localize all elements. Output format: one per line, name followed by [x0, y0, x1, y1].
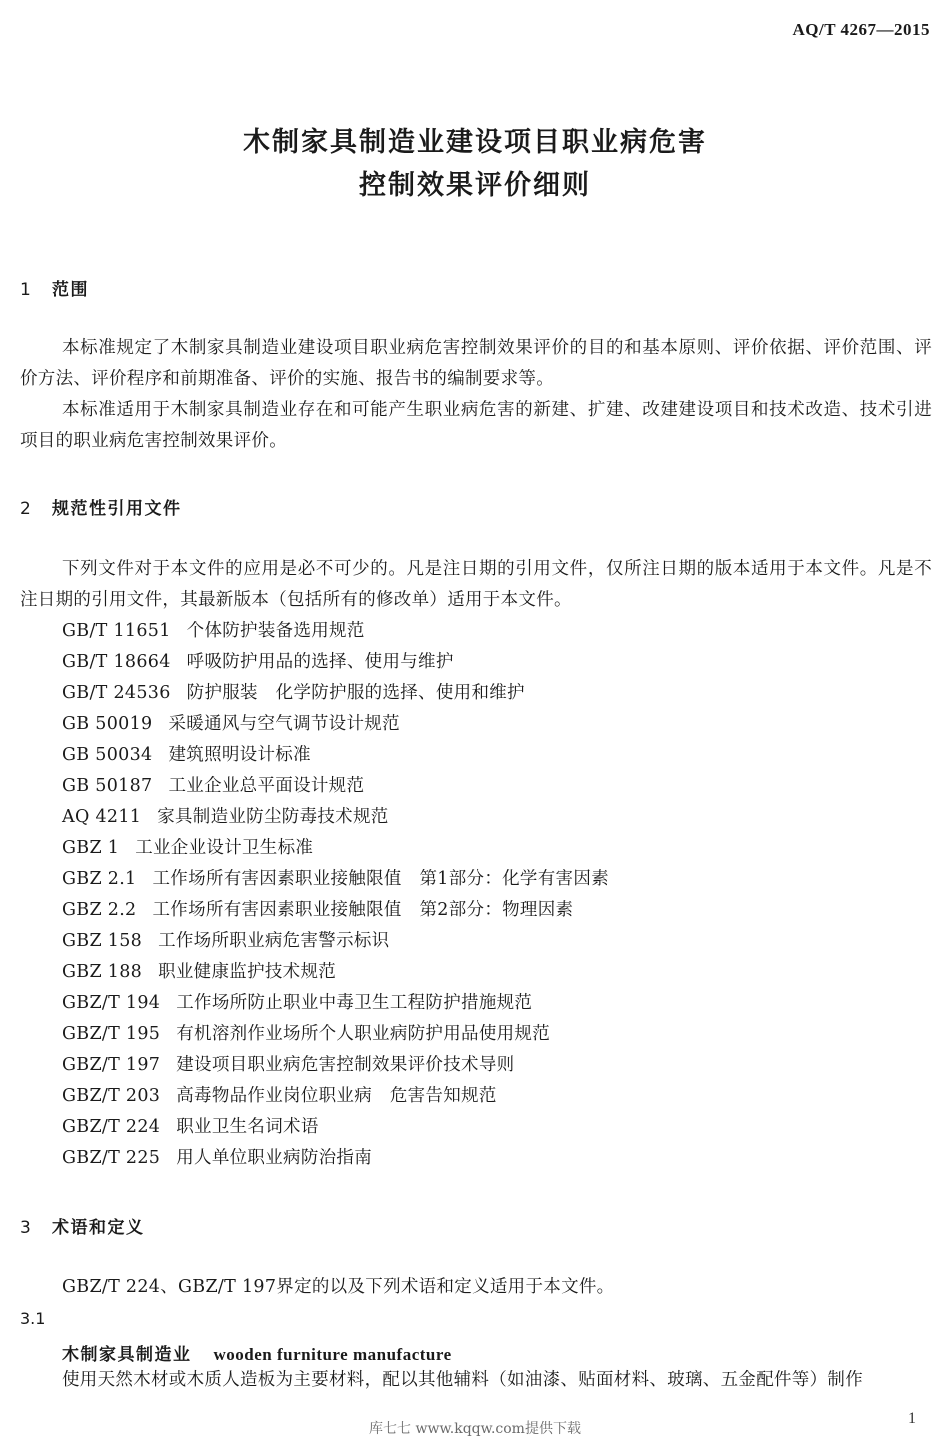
reference-name: 工业企业总平面设计规范	[168, 776, 365, 796]
reference-item	[62, 988, 609, 1019]
reference-item	[62, 678, 609, 709]
reference-item	[62, 740, 609, 771]
section-1-paragraph-1: 本标准规定了木制家具制造业建设项目职业病危害控制效果评价的目的和基本原则、评价依据、评价范围、评价方法、评价程序和前期准备、评价的实施、报告书的编制要求等。	[20, 338, 932, 389]
reference-name: 职业健康监护技术规范	[158, 962, 337, 982]
reference-code: GB/T 24536	[62, 683, 171, 703]
document-title-line2: 控制效果评价细则	[359, 170, 591, 201]
section-number: 1	[20, 280, 33, 300]
reference-item	[62, 1081, 609, 1112]
reference-code: GBZ 188	[62, 962, 143, 982]
reference-item	[62, 1143, 609, 1174]
section-title: 术语和定义	[52, 1218, 145, 1238]
section-1-paragraph-2: 本标准适用于木制家具制造业存在和可能产生职业病危害的新建、扩建、改建建设项目和技术改造、技术引进项目的职业病危害控制效果评价。	[20, 400, 932, 451]
page-number: 1	[908, 1410, 916, 1427]
reference-item	[62, 802, 609, 833]
section-1-heading	[20, 275, 89, 300]
section-3-intro: GBZ/T 224、GBZ/T 197界定的以及下列术语和定义适用于本文件。	[62, 1277, 615, 1297]
reference-item	[62, 864, 609, 895]
reference-item	[62, 709, 609, 740]
reference-name: 工作场所职业病危害警示标识	[158, 931, 390, 951]
term-definition: 使用天然木材或木质人造板为主要材料，配以其他辅料（如油漆、贴面材料、玻璃、五金配件等）制作	[62, 1370, 863, 1390]
reference-name: 呼吸防护用品的选择、使用与维护	[186, 652, 454, 672]
reference-name: 工作场所有害因素职业接触限值 第2部分：物理因素	[152, 900, 574, 920]
reference-item	[62, 647, 609, 678]
reference-item	[62, 926, 609, 957]
reference-code: GBZ 2.1	[62, 869, 137, 889]
reference-code: GB 50019	[62, 714, 153, 734]
footer-watermark: 库七七 www.kqqw.com提供下载	[369, 1421, 581, 1437]
reference-name: 工业企业设计卫生标准	[135, 838, 314, 858]
reference-item	[62, 1112, 609, 1143]
reference-code: GBZ/T 197	[62, 1055, 161, 1075]
reference-code: GBZ/T 224	[62, 1117, 161, 1137]
section-number: 3	[20, 1218, 33, 1238]
reference-item	[62, 833, 609, 864]
standard-code: AQ/T 4267—2015	[792, 20, 930, 39]
reference-name: 高毒物品作业岗位职业病 危害告知规范	[176, 1086, 497, 1106]
reference-name: 工作场所防止职业中毒卫生工程防护措施规范	[176, 993, 533, 1013]
section-title: 范围	[52, 280, 89, 300]
section-2-heading	[20, 494, 182, 519]
reference-code: GBZ 2.2	[62, 900, 137, 920]
reference-item	[62, 616, 609, 647]
reference-name: 建设项目职业病危害控制效果评价技术导则	[176, 1055, 515, 1075]
reference-code: GBZ/T 203	[62, 1086, 161, 1106]
reference-name: 有机溶剂作业场所个人职业病防护用品使用规范	[176, 1024, 551, 1044]
reference-name: 职业卫生名词术语	[176, 1117, 319, 1137]
section-number: 2	[20, 499, 33, 519]
term-english: wooden furniture manufacture	[213, 1345, 452, 1364]
reference-item	[62, 771, 609, 802]
reference-item	[62, 895, 609, 926]
subsection-number: 3.1	[20, 1309, 46, 1328]
reference-code: AQ 4211	[62, 807, 142, 827]
reference-item	[62, 1050, 609, 1081]
reference-code: GB/T 11651	[62, 621, 171, 641]
reference-name: 个体防护装备选用规范	[186, 621, 365, 641]
term-chinese: 木制家具制造业	[62, 1345, 192, 1365]
reference-code: GB 50187	[62, 776, 153, 796]
document-title-line1: 木制家具制造业建设项目职业病危害	[243, 127, 707, 158]
reference-code: GBZ/T 195	[62, 1024, 161, 1044]
reference-name: 家具制造业防尘防毒技术规范	[157, 807, 389, 827]
reference-name: 建筑照明设计标准	[168, 745, 311, 765]
section-2-intro: 下列文件对于本文件的应用是必不可少的。凡是注日期的引用文件，仅所注日期的版本适用于本文件。凡是不注日期的引用文件，其最新版本（包括所有的修改单）适用于本文件。	[20, 559, 932, 610]
reference-item	[62, 957, 609, 988]
reference-code: GBZ 1	[62, 838, 120, 858]
term-entry	[62, 1340, 452, 1365]
reference-name: 防护服装 化学防护服的选择、使用和维护	[186, 683, 525, 703]
section-3-heading	[20, 1213, 145, 1238]
reference-code: GBZ/T 225	[62, 1148, 161, 1168]
reference-item	[62, 1019, 609, 1050]
reference-code: GB 50034	[62, 745, 153, 765]
reference-name: 采暖通风与空气调节设计规范	[168, 714, 400, 734]
reference-code: GB/T 18664	[62, 652, 171, 672]
reference-code: GBZ/T 194	[62, 993, 161, 1013]
reference-list	[62, 616, 609, 1174]
section-title: 规范性引用文件	[52, 499, 182, 519]
reference-name: 工作场所有害因素职业接触限值 第1部分：化学有害因素	[152, 869, 609, 889]
reference-code: GBZ 158	[62, 931, 143, 951]
reference-name: 用人单位职业病防治指南	[176, 1148, 373, 1168]
